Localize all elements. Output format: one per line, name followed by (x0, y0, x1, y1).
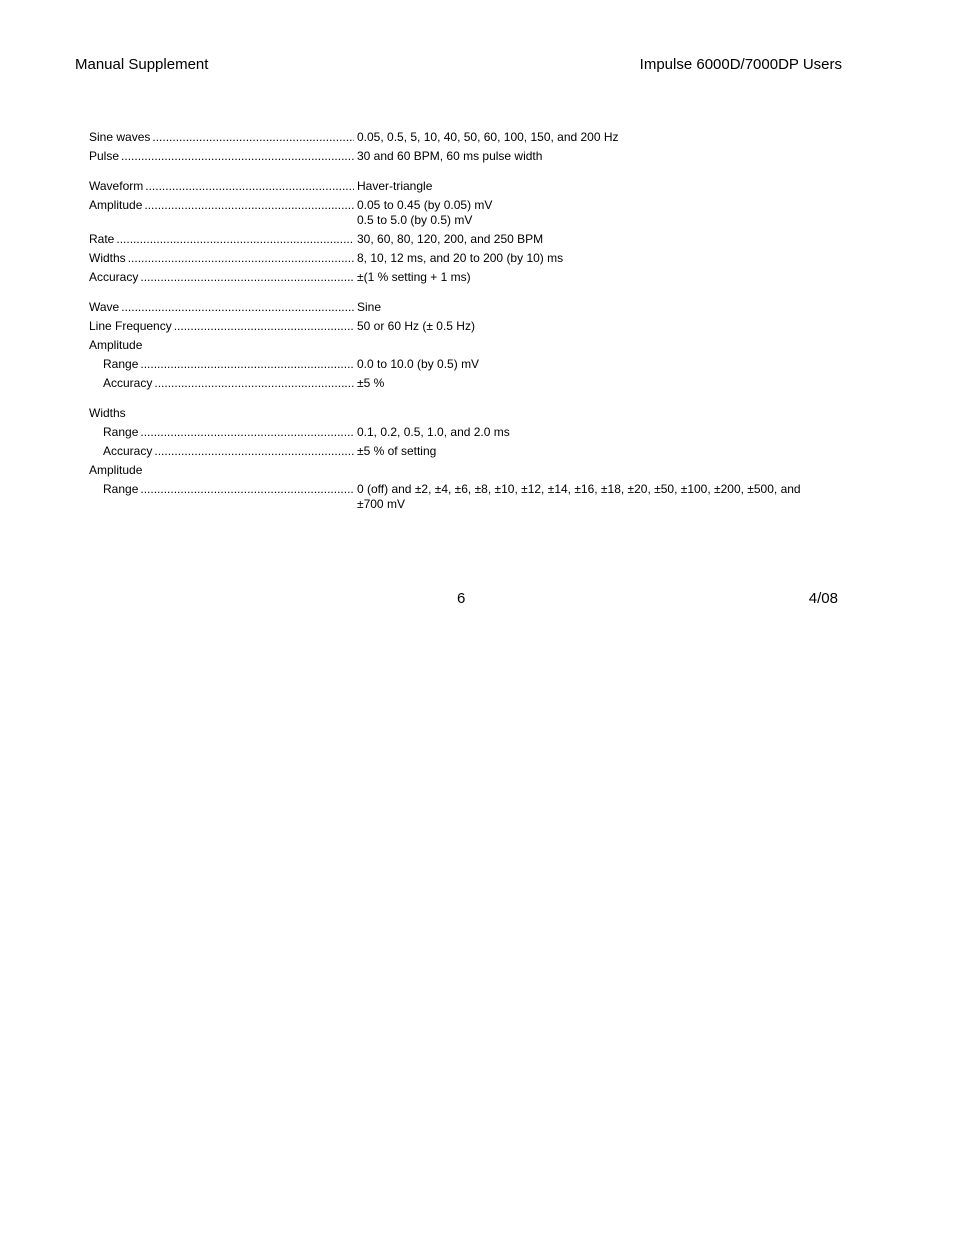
spec-value-continued: ±700 mV (357, 497, 405, 511)
spec-value: 0.1, 0.2, 0.5, 1.0, and 2.0 ms (357, 425, 510, 439)
spec-row-waveform (89, 179, 839, 194)
page-number: 6 (457, 590, 466, 607)
spec-row-amplitude-2-range (89, 482, 839, 512)
spec-value: ±(1 % setting + 1 ms) (357, 270, 471, 284)
spec-value: 8, 10, 12 ms, and 20 to 200 (by 10) ms (357, 251, 564, 265)
spec-row-accuracy (89, 270, 839, 285)
spec-label: Rate (89, 232, 115, 246)
dot-leader (121, 149, 354, 164)
spec-row-sine-waves (89, 130, 839, 145)
spec-row-widths-accuracy (89, 444, 839, 459)
spec-heading-amplitude: Amplitude (89, 338, 143, 352)
spec-row-amplitude-accuracy (89, 376, 839, 391)
spec-label: Amplitude (89, 198, 143, 212)
dot-leader (140, 270, 354, 285)
spec-label: Sine waves (89, 130, 151, 144)
dot-leader (145, 179, 354, 194)
spec-value: 0 (off) and ±2, ±4, ±6, ±8, ±10, ±12, ±14, ±16, ±18, ±20, ±50, ±100, ±200, ±500, and (357, 482, 801, 496)
spec-row-rate (89, 232, 839, 247)
dot-leader (154, 376, 354, 391)
dot-leader (140, 482, 354, 497)
spec-label: Pulse (89, 149, 120, 163)
spec-heading-widths: Widths (89, 406, 126, 420)
dot-leader (140, 425, 354, 440)
spec-label: Accuracy (103, 376, 153, 390)
spec-row-amplitude-range (89, 357, 839, 372)
spec-label: Widths (89, 251, 126, 265)
dot-leader (116, 232, 354, 247)
dot-leader (121, 300, 354, 315)
spec-list (89, 130, 839, 516)
spec-value: ±5 % of setting (357, 444, 437, 458)
dot-leader (128, 251, 354, 266)
spec-value: 30 and 60 BPM, 60 ms pulse width (357, 149, 543, 163)
spec-row-pulse (89, 149, 839, 164)
spec-value: ±5 % (357, 376, 385, 390)
header-title-left: Manual Supplement (75, 56, 209, 73)
dot-leader (144, 198, 354, 213)
spec-row-amplitude (89, 198, 839, 228)
spec-label: Wave (89, 300, 120, 314)
spec-value: 30, 60, 80, 120, 200, and 250 BPM (357, 232, 544, 246)
spec-heading-amplitude-2: Amplitude (89, 463, 143, 477)
spec-label: Accuracy (89, 270, 139, 284)
spec-value: 50 or 60 Hz (± 0.5 Hz) (357, 319, 475, 333)
spec-label: Accuracy (103, 444, 153, 458)
spec-value: 0.0 to 10.0 (by 0.5) mV (357, 357, 480, 371)
dot-leader (174, 319, 354, 334)
spec-row-wave (89, 300, 839, 315)
spec-label: Line Frequency (89, 319, 172, 333)
spec-value: Sine (357, 300, 382, 314)
dot-leader (154, 444, 354, 459)
spec-row-line-frequency (89, 319, 839, 334)
spec-row-widths (89, 251, 839, 266)
spec-label: Range (103, 357, 139, 371)
spec-value: 0.05, 0.5, 5, 10, 40, 50, 60, 100, 150, and 200 Hz (357, 130, 619, 144)
revision-date: 4/08 (808, 590, 838, 607)
spec-value-continued: 0.5 to 5.0 (by 0.5) mV (357, 213, 473, 227)
spec-value: Haver-triangle (357, 179, 433, 193)
spec-label: Range (103, 425, 139, 439)
dot-leader (140, 357, 354, 372)
spec-row-widths-range (89, 425, 839, 440)
dot-leader (152, 130, 354, 145)
header-title-right: Impulse 6000D/7000DP Users (639, 56, 842, 73)
spec-label: Waveform (89, 179, 144, 193)
spec-value: 0.05 to 0.45 (by 0.05) mV (357, 198, 493, 212)
spec-label: Range (103, 482, 139, 496)
